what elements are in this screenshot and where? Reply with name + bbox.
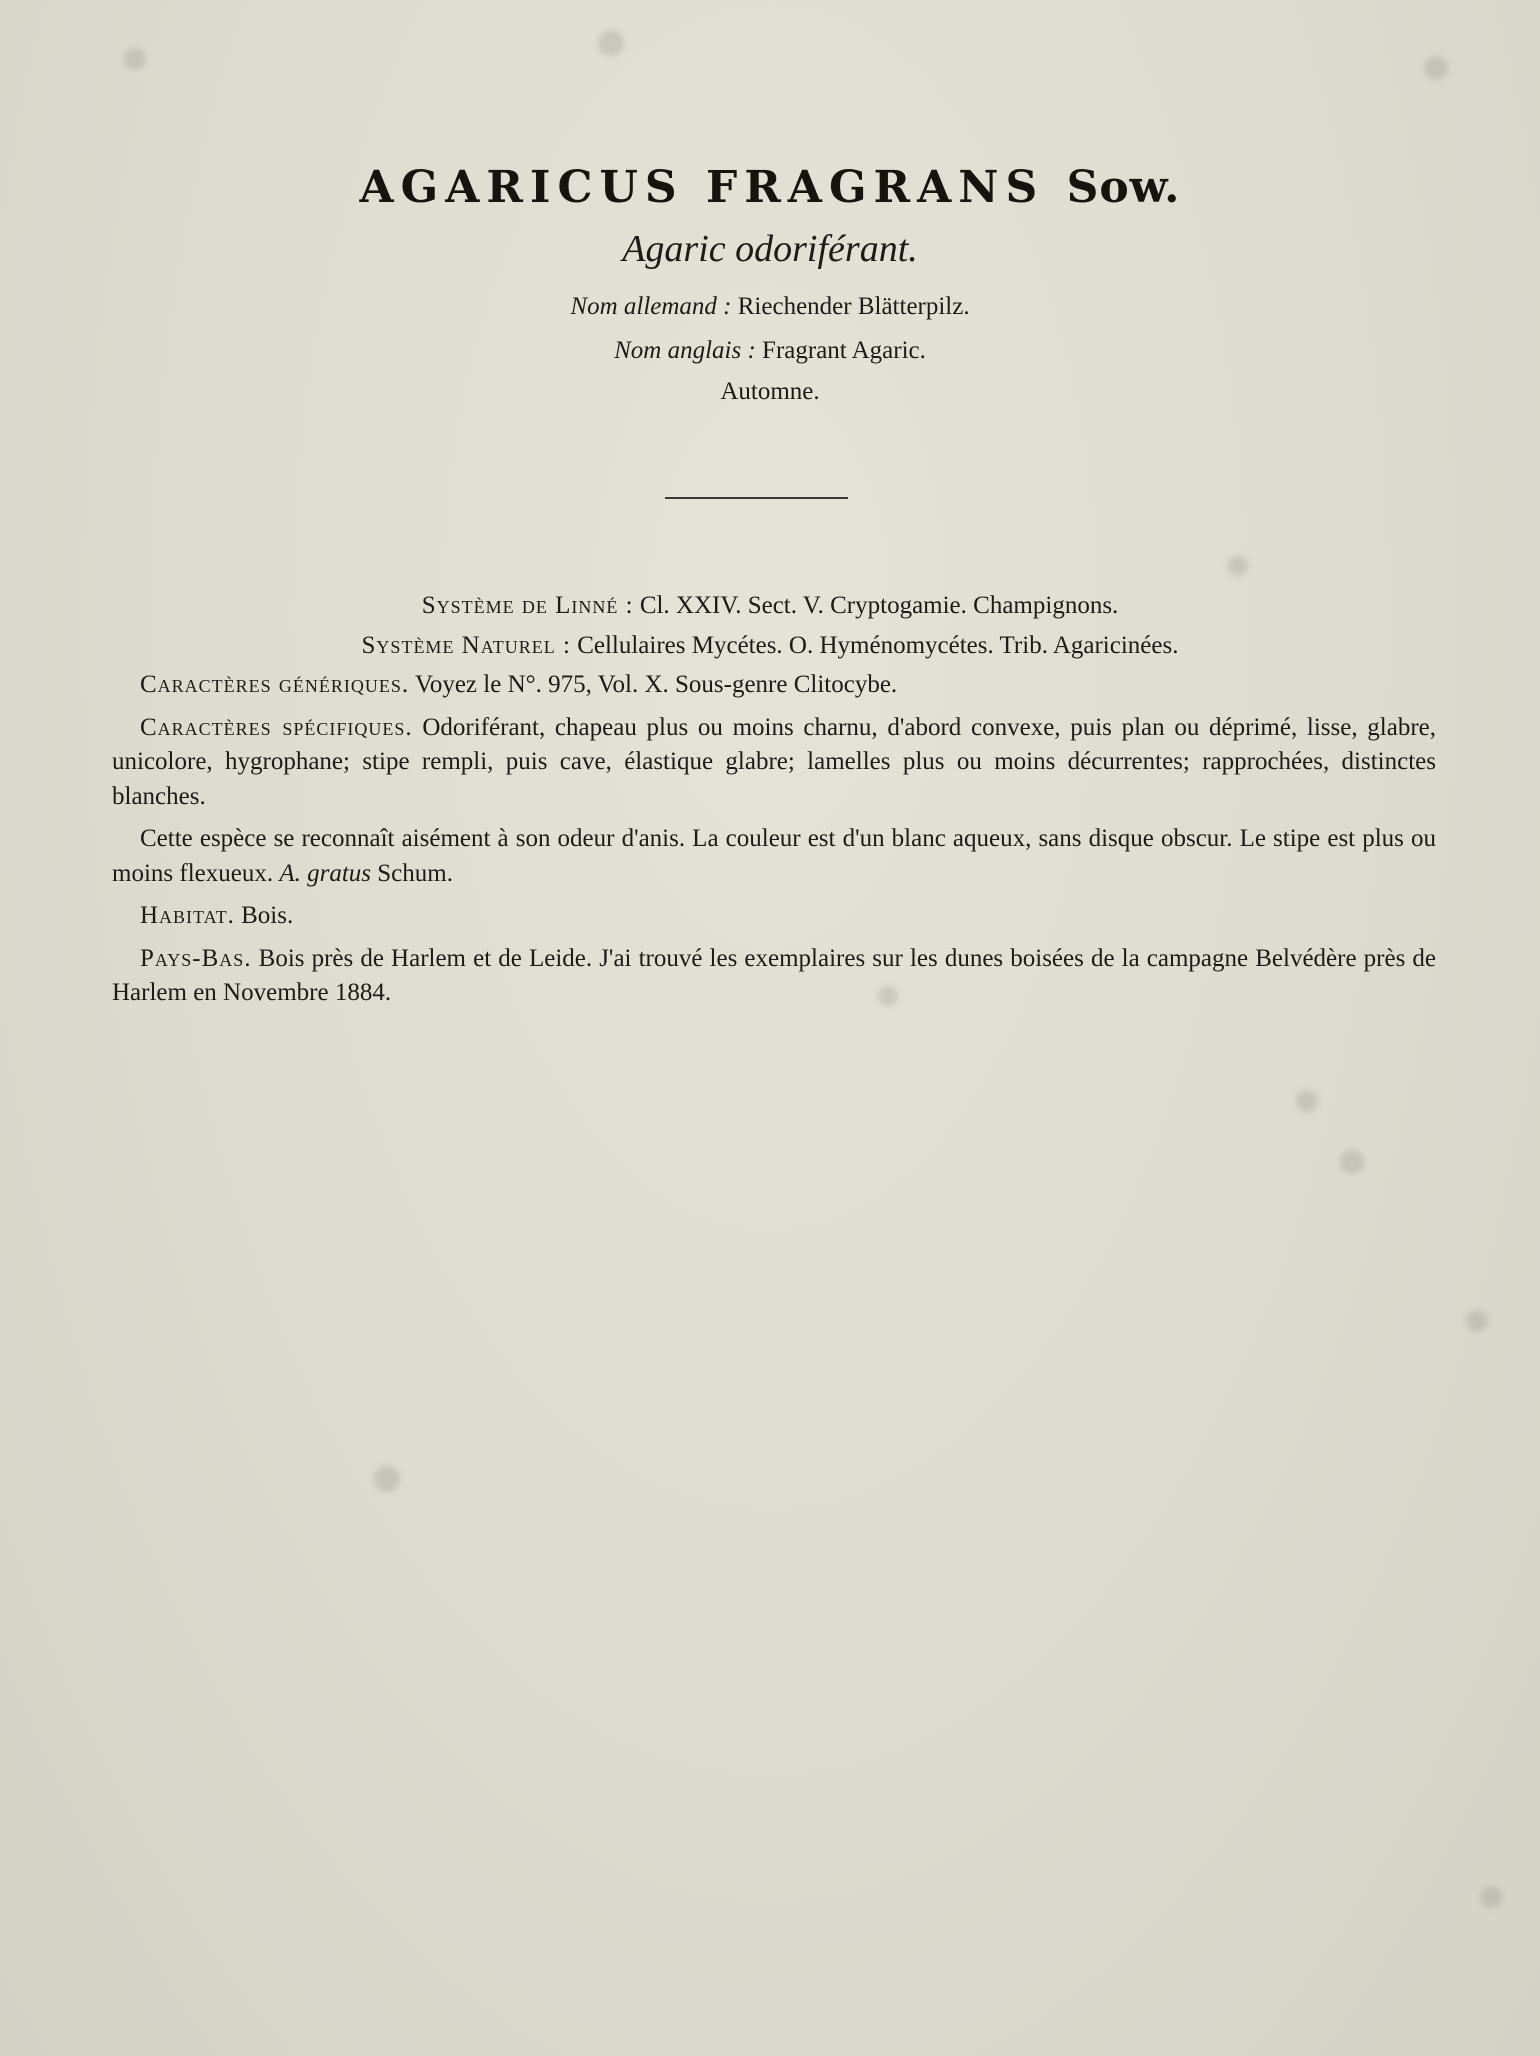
title-divider xyxy=(665,497,848,499)
linne-text: Cl. XXIV. Sect. V. Cryptogamie. Champignons. xyxy=(639,592,1119,619)
natural-system-line xyxy=(0,629,1540,663)
german-name-value: Riechender Blätterpilz. xyxy=(737,293,970,320)
synonym-name: A. gratus xyxy=(279,859,372,887)
species-author: Sow. xyxy=(1066,162,1181,213)
specific-characters-paragraph xyxy=(112,711,1436,815)
species-title xyxy=(0,160,1540,216)
species-name: AGARICUS FRAGRANS xyxy=(359,162,1045,213)
paper-stain xyxy=(1424,56,1448,80)
generic-characters-label: Caractères génériques. xyxy=(140,671,410,698)
french-name: Agaric odoriférant. xyxy=(622,228,918,270)
german-name-label: Nom allemand : xyxy=(570,293,732,320)
specific-characters-label: Caractères spécifiques. xyxy=(140,713,413,741)
netherlands-label: Pays-Bas. xyxy=(140,944,252,972)
paper-stain xyxy=(1296,1090,1318,1112)
season: Automne. xyxy=(720,378,820,405)
generic-characters-text: Voyez le N°. 975, Vol. X. Sous-genre Clitocybe. xyxy=(415,671,898,698)
paper-stain xyxy=(1340,1150,1364,1174)
habitat-label: Habitat. xyxy=(140,902,235,929)
paper-stain xyxy=(598,30,624,56)
generic-characters-paragraph xyxy=(112,668,1436,703)
linne-label: Système de Linné : xyxy=(421,592,634,619)
paper-stain xyxy=(124,48,146,70)
english-name-label: Nom anglais : xyxy=(614,337,756,364)
linne-system-line xyxy=(0,589,1540,623)
paper-stain xyxy=(374,1466,400,1492)
specific-characters-text: Odoriférant, chapeau plus ou moins charnu, d'abord convexe, puis plan ou déprimé, lisse, glabre, unicolore, hygrophane; stipe rempli, puis cave, élastique glabre; lamelles plus ou moins décurrentes; rapprochées, distinctes blanches. xyxy=(112,713,1437,810)
habitat-text: Bois. xyxy=(241,902,294,929)
observation-paragraph xyxy=(112,822,1436,891)
netherlands-paragraph xyxy=(112,942,1436,1011)
netherlands-text: Bois près de Harlem et de Leide. J'ai trouvé les exemplaires sur les dunes boisées de la campagne Belvédère près de Harlem en Novembre 1884. xyxy=(112,944,1437,1006)
description-body xyxy=(112,668,1436,1019)
paper-stain xyxy=(1466,1310,1488,1332)
english-name-value: Fragrant Agaric. xyxy=(762,337,926,364)
english-name-line xyxy=(0,334,1540,368)
german-name-line xyxy=(0,290,1540,324)
paper-stain xyxy=(1228,556,1248,576)
natural-system-label: Système Naturel : xyxy=(361,632,571,659)
paper-stain xyxy=(1480,1886,1502,1908)
habitat-paragraph xyxy=(112,899,1436,934)
natural-system-text: Cellulaires Mycétes. O. Hyménomycétes. Trib. Agaricinées. xyxy=(577,632,1179,659)
observation-text: Cette espèce se reconnaît aisément à son odeur d'anis. La couleur est d'un blanc aqueux, sans disque obscur. Le stipe est plus ou moins flexueux. xyxy=(112,825,1436,887)
synonym-author: Schum. xyxy=(377,859,453,887)
